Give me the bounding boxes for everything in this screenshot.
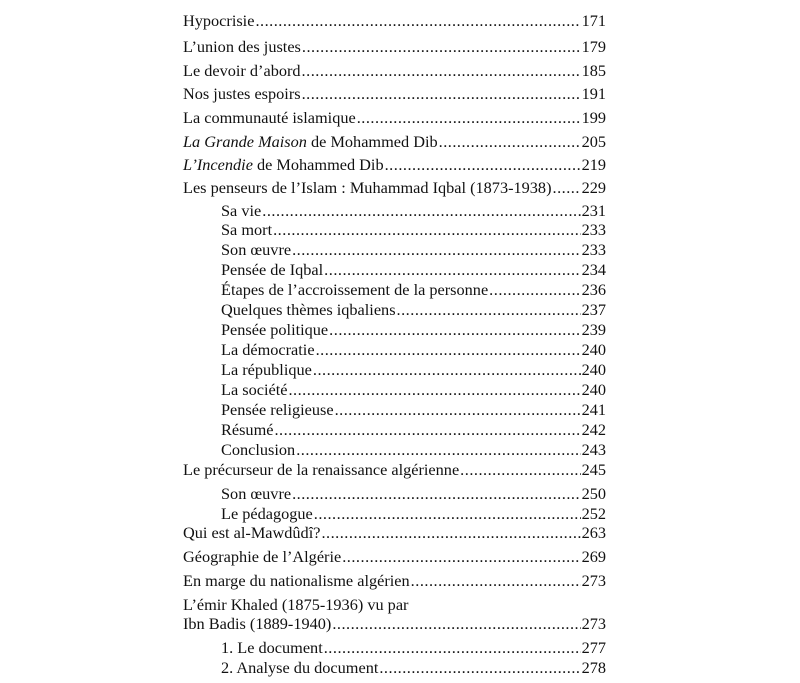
dot-leader xyxy=(321,523,580,543)
toc-entry-page: 236 xyxy=(581,280,606,299)
toc-entry-title: Résumé xyxy=(221,420,274,439)
dot-leader xyxy=(324,260,580,280)
toc-entry-title: Son œuvre xyxy=(221,484,292,503)
dot-leader xyxy=(274,420,580,440)
toc-subentry xyxy=(221,320,606,340)
book-title-italic: L’Incendie xyxy=(183,155,253,174)
toc-entry-page: 252 xyxy=(581,504,606,523)
toc-entry-title: Sa mort xyxy=(221,220,273,239)
toc-entry-title-rest: de Mohammed Dib xyxy=(306,132,438,151)
toc-entry xyxy=(183,108,606,128)
toc-entry-title: Conclusion xyxy=(221,440,296,459)
toc-entry-page: 242 xyxy=(581,420,606,439)
toc-subentry xyxy=(221,658,606,678)
toc-entry-page: 199 xyxy=(581,108,606,127)
toc-entry-title xyxy=(183,155,384,175)
toc-entry-title: Hypocrisie xyxy=(183,11,255,30)
toc-entry-page: 205 xyxy=(581,132,606,151)
toc-entry xyxy=(183,614,606,634)
toc-entry xyxy=(183,84,606,104)
dot-leader xyxy=(255,11,580,31)
toc-entry-title: Pensée religieuse xyxy=(221,400,334,419)
dot-leader xyxy=(379,658,580,678)
dot-leader xyxy=(332,614,580,634)
toc-entry-page: 278 xyxy=(581,658,606,677)
dot-leader xyxy=(335,400,581,420)
toc-entry-page: 240 xyxy=(581,360,606,379)
toc-entry-title: Pensée de Iqbal xyxy=(221,260,324,279)
toc-entry-page: 179 xyxy=(581,37,606,56)
toc-entry-title: Nos justes espoirs xyxy=(183,84,301,103)
toc-subentry xyxy=(221,380,606,400)
dot-leader xyxy=(302,61,581,81)
toc-entry-title: Les penseurs de l’Islam : Muhammad Iqbal (1873-1938) xyxy=(183,178,552,197)
toc-subentry xyxy=(221,504,606,524)
toc-entry xyxy=(183,11,606,31)
toc-entry-page: 243 xyxy=(581,440,606,459)
dot-leader xyxy=(292,240,580,260)
toc-entry-title: La communauté islamique xyxy=(183,108,356,127)
dot-leader xyxy=(302,37,581,57)
toc-entry-page: 273 xyxy=(581,571,606,590)
toc-entry-page: 185 xyxy=(581,61,606,80)
toc-entry xyxy=(183,155,606,175)
dot-leader xyxy=(342,547,580,567)
toc-subentry xyxy=(221,201,606,221)
toc-entry-title: Pensée politique xyxy=(221,320,329,339)
toc-entry xyxy=(183,571,606,591)
toc-entry-title: Qui est al-Mawdûdî? xyxy=(183,523,321,542)
toc-entry-title: 1. Le document xyxy=(221,638,323,657)
dot-leader xyxy=(296,440,580,460)
dot-leader xyxy=(316,340,581,360)
toc-entry xyxy=(183,523,606,543)
toc-entry-title-rest: de Mohammed Dib xyxy=(252,155,384,174)
toc-entry xyxy=(183,547,606,567)
dot-leader xyxy=(329,320,580,340)
dot-leader xyxy=(314,504,581,524)
dot-leader xyxy=(439,132,581,152)
toc-entry-page: 239 xyxy=(581,320,606,339)
toc-entry-title: La république xyxy=(221,360,312,379)
toc-entry-page: 229 xyxy=(581,178,606,197)
toc-entry-title: Ibn Badis (1889-1940) xyxy=(183,614,332,633)
dot-leader xyxy=(292,484,580,504)
dot-leader xyxy=(288,380,580,400)
dot-leader xyxy=(411,571,581,591)
toc-entry-title: Le devoir d’abord xyxy=(183,61,301,80)
book-title-italic: La Grande Maison xyxy=(183,132,307,151)
toc-subentry xyxy=(221,240,606,260)
dot-leader xyxy=(273,220,580,240)
toc-entry-page: 240 xyxy=(581,380,606,399)
toc-entry-title: Le précurseur de la renaissance algérienne xyxy=(183,460,460,479)
dot-leader xyxy=(262,201,580,221)
toc-entry-title: Étapes de l’accroissement de la personne xyxy=(221,280,489,299)
toc-entry-title: L’union des justes xyxy=(183,37,301,56)
toc-subentry xyxy=(221,300,606,320)
toc-subentry xyxy=(221,280,606,300)
toc-subentry xyxy=(221,260,606,280)
toc-entry-page: 241 xyxy=(581,400,606,419)
toc-entry-page: 219 xyxy=(581,155,606,174)
dot-leader xyxy=(385,155,581,175)
dot-leader xyxy=(460,460,580,480)
toc-entry-page: 234 xyxy=(581,260,606,279)
dot-leader xyxy=(302,84,581,104)
toc-entry-page: 191 xyxy=(581,84,606,103)
toc-entry-title: Le pédagogue xyxy=(221,504,313,523)
toc-entry-page: 250 xyxy=(581,484,606,503)
toc-entry-page: 263 xyxy=(581,523,606,542)
toc-entry-title: Quelques thèmes iqbaliens xyxy=(221,300,396,319)
toc-entry xyxy=(183,132,606,152)
toc-entry-title: 2. Analyse du document xyxy=(221,658,379,677)
toc-subentry xyxy=(221,638,606,658)
dot-leader xyxy=(357,108,581,128)
toc-entry-page: 233 xyxy=(581,240,606,259)
toc-entry xyxy=(183,61,606,81)
toc-subentry xyxy=(221,420,606,440)
toc-subentry xyxy=(221,360,606,380)
toc-entry-page: 171 xyxy=(581,11,606,30)
toc-entry-page: 245 xyxy=(581,460,606,479)
toc-subentry xyxy=(221,220,606,240)
toc-entry-title: Géographie de l’Algérie xyxy=(183,547,342,566)
toc-entry-title: La société xyxy=(221,380,288,399)
toc-entry-page: 231 xyxy=(581,201,606,220)
toc-entry xyxy=(183,178,606,198)
toc-subentry xyxy=(221,340,606,360)
toc-entry-title: Son œuvre xyxy=(221,240,292,259)
dot-leader xyxy=(397,300,581,320)
toc-entry-title: La démocratie xyxy=(221,340,315,359)
toc-entry-title: Sa vie xyxy=(221,201,262,220)
toc-entry-page: 237 xyxy=(581,300,606,319)
toc-subentry xyxy=(221,400,606,420)
toc-entry-page: 233 xyxy=(581,220,606,239)
toc-entry-first-line: L’émir Khaled (1875-1936) vu par xyxy=(183,595,409,614)
toc-entry-page: 273 xyxy=(581,614,606,633)
toc-entry xyxy=(183,460,606,480)
toc-entry-page: 269 xyxy=(581,547,606,566)
dot-leader xyxy=(313,360,581,380)
toc-entry-title xyxy=(183,132,438,152)
toc-entry-page: 240 xyxy=(581,340,606,359)
toc-subentry xyxy=(221,484,606,504)
toc-entry xyxy=(183,37,606,57)
toc-entry-title: En marge du nationalisme algérien xyxy=(183,571,410,590)
toc-entry-page: 277 xyxy=(581,638,606,657)
toc-subentry xyxy=(221,440,606,460)
dot-leader xyxy=(553,178,581,198)
dot-leader xyxy=(324,638,581,658)
dot-leader xyxy=(489,280,580,300)
